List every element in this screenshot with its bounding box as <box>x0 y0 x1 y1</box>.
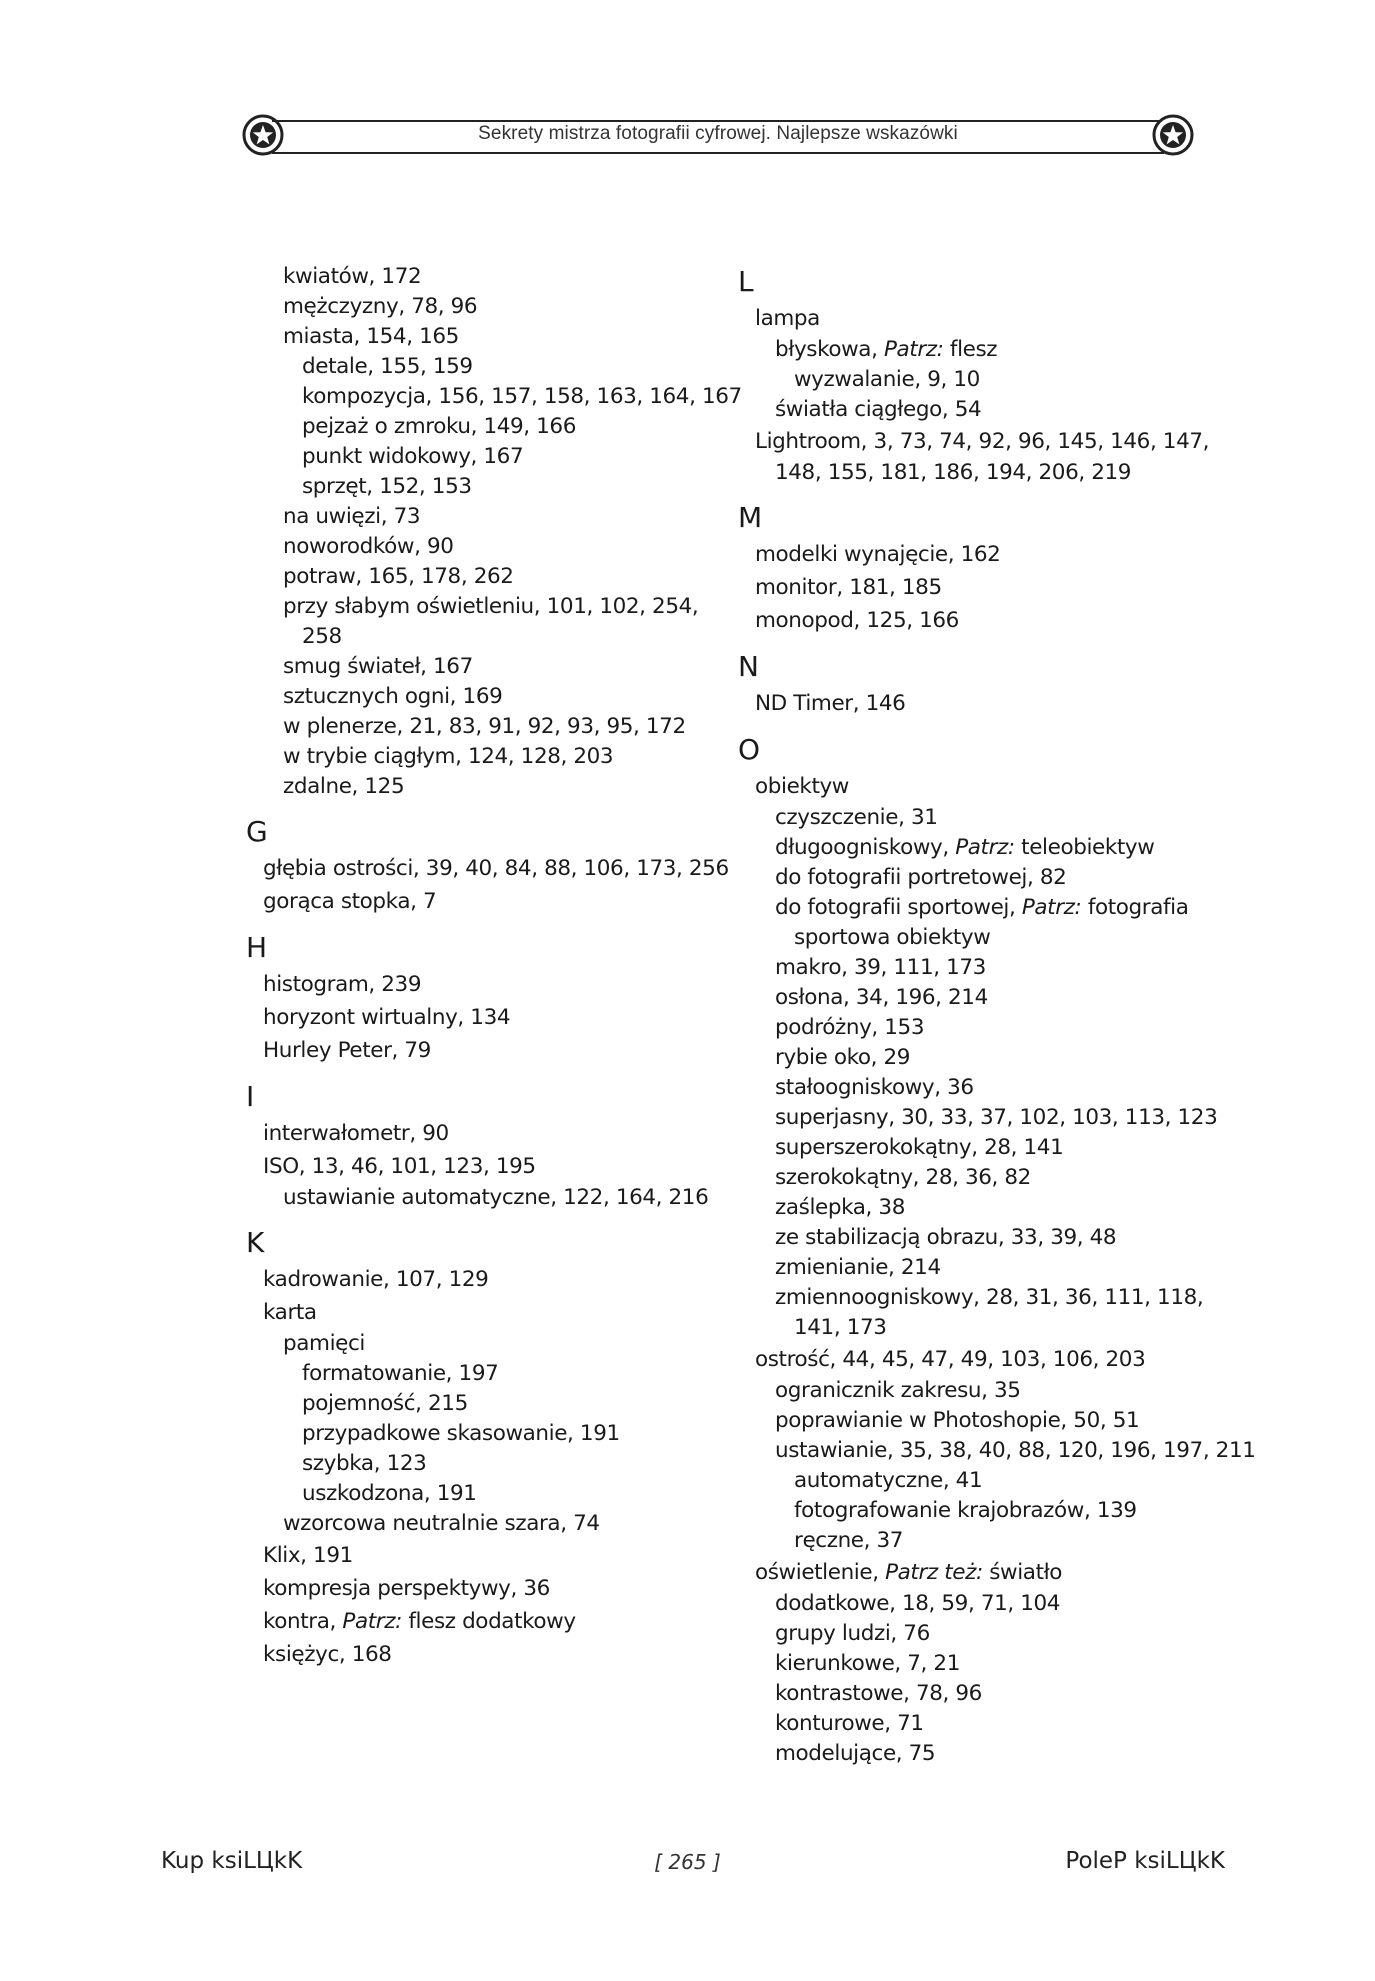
index-entry: karta <box>263 1300 317 1325</box>
index-entry: ISO, 13, 46, 101, 123, 195 <box>263 1154 536 1179</box>
index-entry: do fotografii portretowej, 82 <box>775 865 1067 890</box>
index-entry: ze stabilizacją obrazu, 33, 39, 48 <box>775 1225 1117 1250</box>
index-entry: miasta, 154, 165 <box>283 324 459 349</box>
index-entry: szerokokątny, 28, 36, 82 <box>775 1165 1031 1190</box>
index-entry: sztucznych ogni, 169 <box>283 684 503 709</box>
index-entry: zdalne, 125 <box>283 774 405 799</box>
index-entry: horyzont wirtualny, 134 <box>263 1005 511 1030</box>
index-entry: stałoogniskowy, 36 <box>775 1075 974 1100</box>
index-entry-text: oświetlenie, <box>755 1560 886 1585</box>
index-entry: monopod, 125, 166 <box>755 608 959 633</box>
index-entry-text: kontra, <box>263 1609 343 1634</box>
index-entry-text: długoogniskowy, <box>775 835 956 860</box>
index-entry: kompresja perspektywy, 36 <box>263 1576 550 1601</box>
index-entry: kontrastowe, 78, 96 <box>775 1681 982 1706</box>
index-entry: punkt widokowy, 167 <box>302 444 524 469</box>
running-header <box>242 114 1194 156</box>
index-entry: pamięci <box>283 1331 365 1356</box>
index-entry-target: teleobiektyw <box>1014 835 1155 860</box>
index-entry: lampa <box>755 306 820 331</box>
index-entry: superszerokokątny, 28, 141 <box>775 1135 1064 1160</box>
page-number: [ 265 ] <box>654 1850 721 1874</box>
index-entry: kompozycja, 156, 157, 158, 163, 164, 167 <box>302 384 742 409</box>
index-entry: obiektyw <box>755 774 849 799</box>
index-entry: ostrość, 44, 45, 47, 49, 103, 106, 203 <box>755 1347 1146 1372</box>
index-entry: superjasny, 30, 33, 37, 102, 103, 113, 123 <box>775 1105 1218 1130</box>
see-also-reference: Patrz: <box>1021 895 1082 920</box>
index-column-left <box>246 262 742 1671</box>
index-entry: potraw, 165, 178, 262 <box>283 564 514 589</box>
index-entry: 258 <box>302 624 342 649</box>
index-entry: konturowe, 71 <box>775 1711 924 1736</box>
index-entry: rybie oko, 29 <box>775 1045 911 1070</box>
index-entry: 148, 155, 181, 186, 194, 206, 219 <box>775 460 1132 485</box>
index-entry: pojemność, 215 <box>302 1391 468 1416</box>
index-section-letter: L <box>738 265 754 298</box>
index-entry: głębia ostrości, 39, 40, 84, 88, 106, 173, 256 <box>263 856 729 881</box>
index-entry: w trybie ciągłym, 124, 128, 203 <box>283 744 614 769</box>
index-section-letter: G <box>246 815 268 848</box>
index-entry-target: fotografia <box>1081 895 1189 920</box>
index-entry: modelki wynajęcie, 162 <box>755 542 1001 567</box>
index-entry: noworodków, 90 <box>283 534 454 559</box>
index-entry <box>246 1605 706 1638</box>
index-entry <box>738 833 1208 863</box>
index-entry: księżyc, 168 <box>263 1642 392 1667</box>
index-entry: interwałometr, 90 <box>263 1121 449 1146</box>
index-entry: Hurley Peter, 79 <box>263 1038 431 1063</box>
index-entry: wyzwalanie, 9, 10 <box>794 367 980 392</box>
index-entry: wzorcowa neutralnie szara, 74 <box>283 1511 600 1536</box>
index-entry: ustawianie automatyczne, 122, 164, 216 <box>283 1185 709 1210</box>
index-entry: ręczne, 37 <box>794 1528 904 1553</box>
book-title: Sekrety mistrza fotografii cyfrowej. Najlepsze wskazówki <box>478 123 958 144</box>
index-entry: szybka, 123 <box>302 1451 427 1476</box>
index-entry: kierunkowe, 7, 21 <box>775 1651 960 1676</box>
index-entry: automatyczne, 41 <box>794 1468 983 1493</box>
index-entry-text: błyskowa, <box>775 337 884 362</box>
index-section-letter: M <box>738 501 763 534</box>
index-entry: modelujące, 75 <box>775 1741 936 1766</box>
footer-recommend-book-link[interactable]: PoleP ksiLЦkK <box>1065 1848 1225 1874</box>
index-entry <box>738 335 1208 365</box>
index-entry: monitor, 181, 185 <box>755 575 942 600</box>
index-entry: poprawianie w Photoshopie, 50, 51 <box>775 1408 1140 1433</box>
index-section-letter: H <box>246 931 268 964</box>
star-medal-icon <box>1152 114 1194 156</box>
index-section-letter: O <box>738 733 761 766</box>
index-entry: czyszczenie, 31 <box>775 805 938 830</box>
index-entry: osłona, 34, 196, 214 <box>775 985 988 1010</box>
index-section-letter: K <box>246 1226 265 1259</box>
index-entry: ogranicznik zakresu, 35 <box>775 1378 1021 1403</box>
footer-buy-book-link[interactable]: Kup ksiLЦkK <box>161 1848 303 1874</box>
index-entry: kwiatów, 172 <box>283 264 422 289</box>
index-section-letter: I <box>246 1080 255 1113</box>
index-entry: mężczyzny, 78, 96 <box>283 294 478 319</box>
index-entry: gorąca stopka, 7 <box>263 889 437 914</box>
index-entry: zaślepka, 38 <box>775 1195 905 1220</box>
index-entry-target: światło <box>982 1560 1063 1585</box>
index-column-right <box>738 262 1256 1769</box>
index-entry: światła ciągłego, 54 <box>775 397 982 422</box>
index-entry: sportowa obiektyw <box>794 925 991 950</box>
index-entry: smug świateł, 167 <box>283 654 473 679</box>
see-also-reference: Patrz: <box>955 835 1015 860</box>
index-entry: przy słabym oświetleniu, 101, 102, 254, <box>283 594 699 619</box>
index-entry: uszkodzona, 191 <box>302 1481 477 1506</box>
index-entry: zmienianie, 214 <box>775 1255 941 1280</box>
index-entry: zmiennoogniskowy, 28, 31, 36, 111, 118, <box>775 1285 1204 1310</box>
index-entry: makro, 39, 111, 173 <box>775 955 986 980</box>
index-entry-target: flesz <box>943 337 998 362</box>
index-entry: sprzęt, 152, 153 <box>302 474 472 499</box>
index-entry-text: do fotografii sportowej, <box>775 895 1022 920</box>
index-entry: podróżny, 153 <box>775 1015 925 1040</box>
index-entry: 141, 173 <box>794 1315 887 1340</box>
index-entry-target: flesz dodatkowy <box>401 1609 576 1634</box>
index-entry: pejzaż o zmroku, 149, 166 <box>302 414 576 439</box>
index-entry: na uwięzi, 73 <box>283 504 421 529</box>
index-entry: detale, 155, 159 <box>302 354 473 379</box>
index-entry: ustawianie, 35, 38, 40, 88, 120, 196, 197, 211 <box>775 1438 1256 1463</box>
see-also-reference: Patrz też: <box>885 1560 983 1585</box>
see-also-reference: Patrz: <box>342 1609 402 1634</box>
index-entry: Klix, 191 <box>263 1543 353 1568</box>
index-entry: grupy ludzi, 76 <box>775 1621 930 1646</box>
index-entry: ND Timer, 146 <box>755 691 906 716</box>
index-entry: histogram, 239 <box>263 972 422 997</box>
index-entry: Lightroom, 3, 73, 74, 92, 96, 145, 146, 147, <box>755 429 1210 454</box>
index-entry: formatowanie, 197 <box>302 1361 499 1386</box>
index-entry <box>738 893 1208 923</box>
index-entry: fotografowanie krajobrazów, 139 <box>794 1498 1137 1523</box>
see-also-reference: Patrz: <box>883 337 944 362</box>
index-entry: kadrowanie, 107, 129 <box>263 1267 489 1292</box>
index-section-letter: N <box>738 650 759 683</box>
index-entry: w plenerze, 21, 83, 91, 92, 93, 95, 172 <box>283 714 686 739</box>
index-entry: przypadkowe skasowanie, 191 <box>302 1421 620 1446</box>
index-entry: dodatkowe, 18, 59, 71, 104 <box>775 1591 1061 1616</box>
index-entry <box>738 1556 1208 1589</box>
